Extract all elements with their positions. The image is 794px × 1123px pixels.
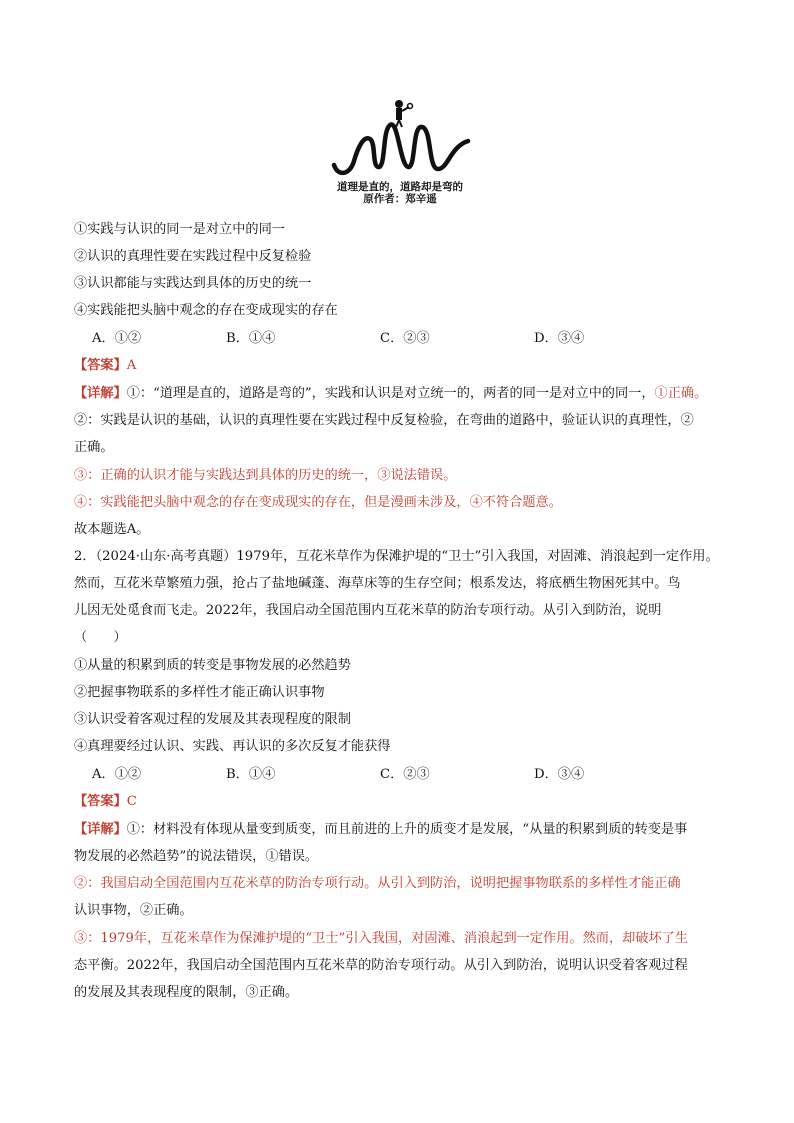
q2-detail-line-1: 【详解】①：材料没有体现从量变到质变，而且前进的上升的质变才是发展，“从量的积累到质的转变是事 (74, 822, 688, 837)
q1-option-b: B．①④ (226, 331, 276, 346)
q2-option-d: D．③④ (534, 767, 585, 782)
q1-option-a: A．①② (92, 331, 142, 346)
q1-detail-line-4: ③：正确的认识才能与实践达到具体的历史的统一，③说法错误。 (74, 468, 457, 483)
q2-option-b: B．①④ (226, 767, 276, 782)
answer-value: C (126, 794, 137, 809)
q2-option-a: A．①② (92, 767, 142, 782)
q2-statement-2: ②把握事物联系的多样性才能正确认识事物 (74, 685, 325, 700)
q2-stem-line-1: 2．（2024·山东·高考真题）1979年，互花米草作为保滩护堤的“卫士”引入我国，对固滩、消浪起到一定作用。 (74, 549, 719, 564)
detail-tag: 【详解】 (74, 822, 127, 837)
answer-tag: 【答案】 (74, 794, 127, 809)
answer-value: A (126, 358, 137, 373)
q1-detail-line-2: ②：实践是认识的基础，认识的真理性要在实践过程中反复检验，在弯曲的道路中，验证认识的真理性，② (74, 413, 694, 428)
answer-tag: 【答案】 (74, 358, 127, 373)
q2-answer (74, 793, 137, 811)
q2-detail-line-7: 的发展及其表现程度的限制，③正确。 (74, 985, 299, 1000)
q2-statement-4: ④真理要经过认识、实践、再认识的多次反复才能获得 (74, 739, 391, 754)
q2-option-c: C．②③ (380, 767, 430, 782)
q2-detail-line-2: 物发展的必然趋势”的说法错误，①错误。 (74, 849, 319, 864)
cartoon-figure (320, 95, 480, 207)
q2-detail-line-3: ②：我国启动全国范围内互花米草的防治专项行动。从引入到防治，说明把握事物联系的多样性才能正确 (74, 876, 681, 891)
q1-detail-line-5: ④：实践能把头脑中观念的存在变成现实的存在，但是漫画未涉及，④不符合题意。 (74, 495, 562, 510)
q1-conclusion: 故本题选A。 (74, 522, 150, 537)
winding-road-drawing (320, 95, 480, 181)
q1-detail-line-1: 【详解】①：“道理是直的，道路是弯的”，实践和认识是对立统一的，两者的同一是对立中的同一，①正确。 (74, 386, 708, 401)
q2-detail-line-6: 态平衡。2022年，我国启动全国范围内互花米草的防治专项行动。从引入到防治，说明认识受着客观过程 (74, 958, 688, 973)
q1-statement-3: ③认识都能与实践达到具体的历史的统一 (74, 276, 312, 291)
detail-tag: 【详解】 (74, 386, 127, 401)
q2-statement-3: ③认识受着客观过程的发展及其表现程度的限制 (74, 712, 351, 727)
q1-answer (74, 357, 136, 375)
q1-statement-4: ④实践能把头脑中观念的存在变成现实的存在 (74, 303, 338, 318)
q2-detail-line-5: ③：1979年，互花米草作为保滩护堤的“卫士”引入我国，对固滩、消浪起到一定作用。然而，却破坏了生 (74, 931, 689, 946)
q2-stem-line-2: 然而，互花米草繁殖力强，抢占了盐地碱蓬、海草床等的生存空间；根系发达，将底栖生物困死其中。鸟 (74, 576, 681, 591)
q2-statement-1: ①从量的积累到质的转变是事物发展的必然趋势 (74, 658, 351, 673)
q1-statement-2: ②认识的真理性要在实践过程中反复检验 (74, 249, 312, 264)
q1-statement-1: ①实践与认识的同一是对立中的同一 (74, 222, 285, 237)
q2-stem-line-3: 儿因无处觅食而飞走。2022年，我国启动全国范围内互花米草的防治专项行动。从引入到防治，说明 (74, 603, 662, 618)
q2-stem-line-4: （ ） (74, 630, 127, 645)
person-icon (395, 100, 413, 127)
figure-author: 原作者：郑辛遥 (363, 193, 437, 205)
figure-caption: 道理是直的，道路却是弯的 (337, 181, 463, 193)
q1-option-d: D．③④ (534, 331, 585, 346)
q1-option-c: C．②③ (380, 331, 430, 346)
q1-detail-line-3: 正确。 (74, 440, 114, 455)
q2-detail-line-4: 认识事物，②正确。 (74, 903, 193, 918)
